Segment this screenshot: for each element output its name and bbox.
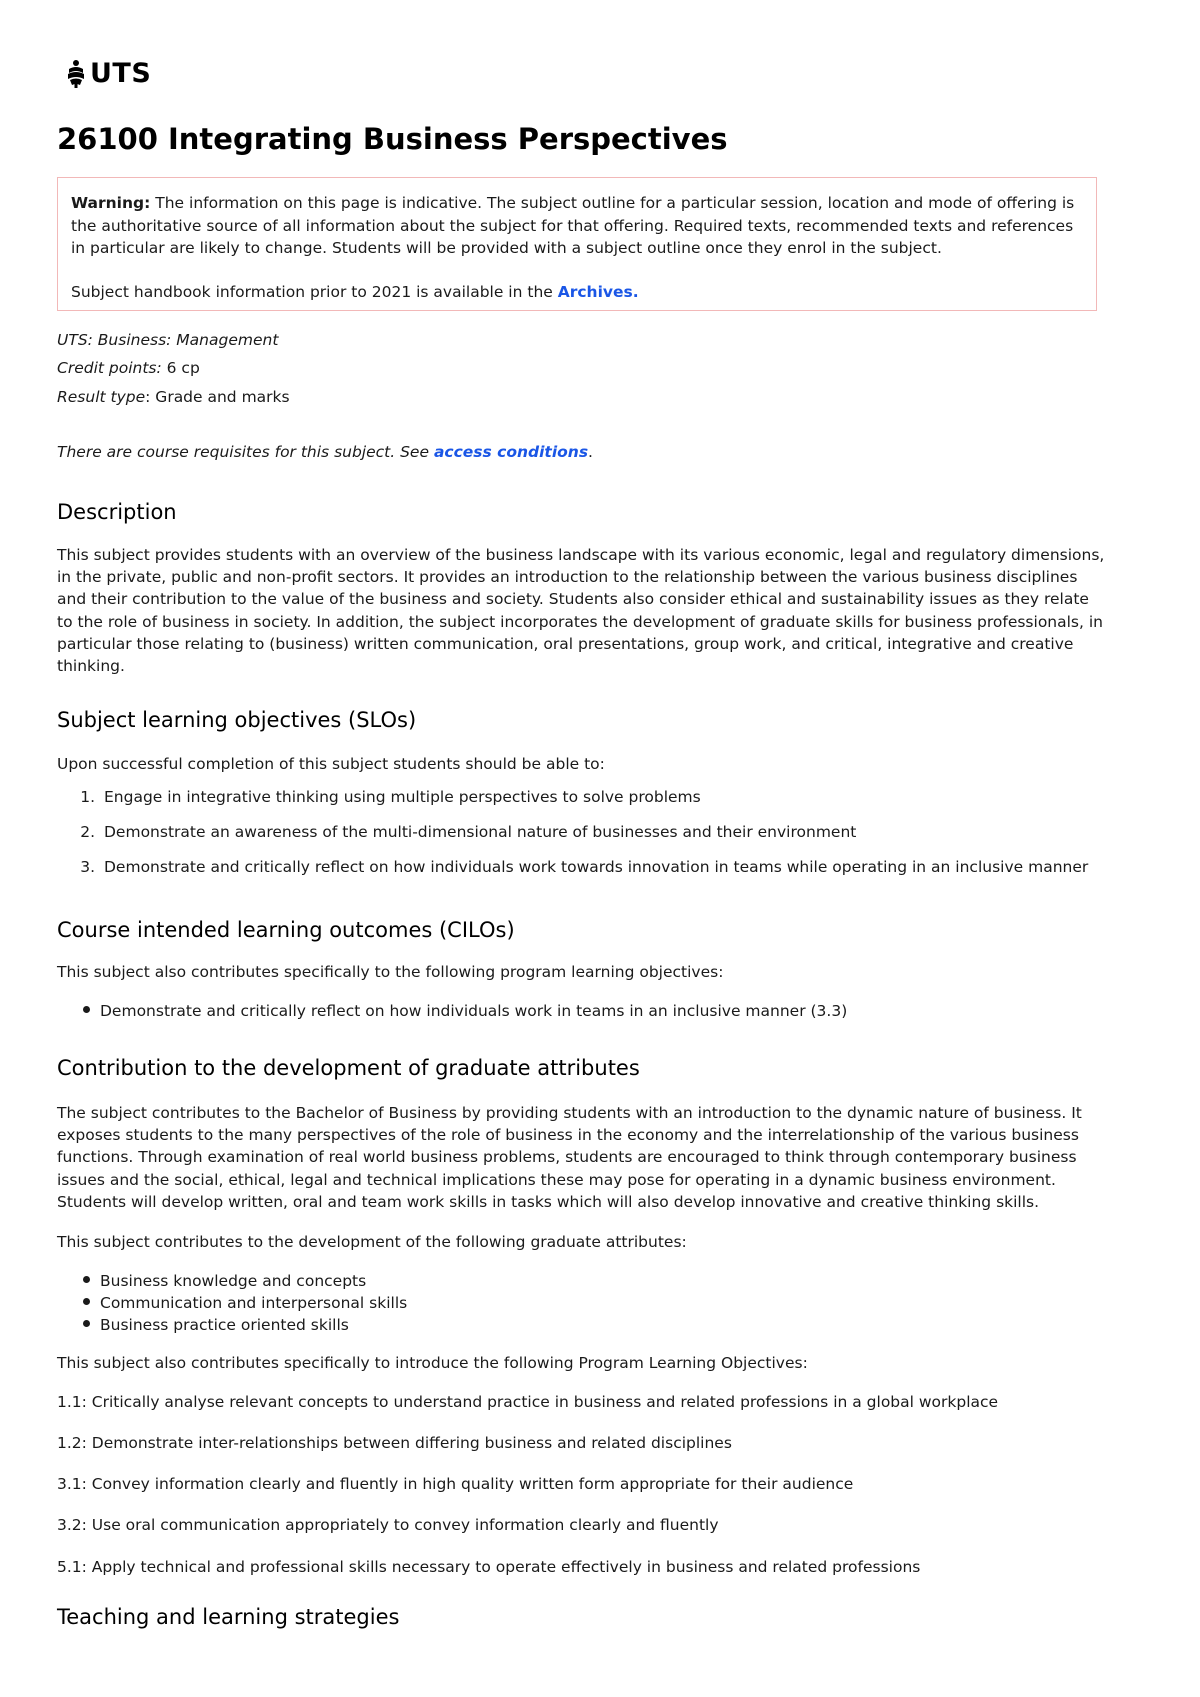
slo-text: Engage in integrative thinking using multiple perspectives to solve problems [104, 788, 701, 806]
warning-paragraph [71, 192, 1083, 260]
slos-intro: Upon successful completion of this subject students should be able to: [57, 755, 605, 773]
cilos-heading: Course intended learning outcomes (CILOs) [57, 918, 515, 942]
slo-number: 3. [80, 858, 95, 876]
warning-box [57, 177, 1097, 311]
attribute-text: Business knowledge and concepts [100, 1272, 367, 1290]
uts-logo[interactable] [66, 58, 151, 89]
plo-item: 5.1: Apply technical and professional skills necessary to operate effectively in business and related professions [57, 1558, 921, 1576]
result-value: : Grade and marks [145, 388, 290, 406]
warning-text: The information on this page is indicative. The subject outline for a particular session, location and mode of offering is the authoritative source of all information about the subject for that offering. Required texts, recommended texts and references in particular are likely to change. Students will be provided with a subject outline once they enrol in the subject. [71, 194, 1075, 257]
teaching-heading: Teaching and learning strategies [57, 1605, 400, 1629]
plo-intro: This subject also contributes specifically to introduce the following Program Learning Objectives: [57, 1354, 808, 1372]
cilo-text: Demonstrate and critically reflect on how individuals work in teams in an inclusive manner (3.3) [100, 1002, 848, 1020]
requisites-prefix: There are course requisites for this subject. See [57, 443, 434, 461]
warning-label: Warning: [71, 194, 151, 212]
attribute-text: Business practice oriented skills [100, 1316, 349, 1334]
slo-text: Demonstrate an awareness of the multi-dimensional nature of businesses and their environment [104, 823, 857, 841]
graduate-text: The subject contributes to the Bachelor of Business by providing students with an introduction to the dynamic nature of business. It exposes students to the many perspectives of the role of business in the economy and the interrelationship of the various business functions. Through examination of real world business problems, students are encouraged to think through contemporary business issues and the social, ethical, legal and technical implications these may pose for operating in a dynamic business environment. Students will develop written, oral and team work skills in tasks which will also develop innovative and creative thinking skills. [57, 1104, 1082, 1211]
slo-number: 1. [80, 788, 95, 806]
description-text: This subject provides students with an overview of the business landscape with its various economic, legal and regulatory dimensions, in the private, public and non-profit sectors. It provides an introduction to the relationship between the various business disciplines and their contribution to the value of the business and society. Students also consider ethical and sustainability issues as they relate to the role of business in society. In addition, the subject incorporates the development of graduate skills for business professionals, in particular those relating to (business) written communication, oral presentations, group work, and critical, integrative and creative thinking. [57, 546, 1105, 676]
result-type-line [57, 388, 290, 406]
attribute-item [83, 1272, 366, 1290]
attribute-item [83, 1294, 407, 1312]
faculty-text: UTS: Business: Management [57, 331, 279, 349]
slo-text: Demonstrate and critically reflect on how individuals work towards innovation in teams while operating in an inclusive manner [104, 858, 1089, 876]
uts-crest-icon [66, 59, 86, 89]
bullet-icon [83, 1276, 90, 1283]
bullet-icon [83, 1006, 90, 1013]
requisites-suffix: . [588, 443, 593, 461]
archive-paragraph [71, 281, 1083, 304]
bullet-icon [83, 1320, 90, 1327]
plo-item: 1.2: Demonstrate inter-relationships between differing business and related disciplines [57, 1434, 732, 1452]
plo-item: 3.2: Use oral communication appropriately to convey information clearly and fluently [57, 1516, 719, 1534]
credit-points-line [57, 359, 200, 377]
logo-text: UTS [90, 58, 152, 89]
attribute-item [83, 1316, 349, 1334]
attributes-intro: This subject contributes to the development of the following graduate attributes: [57, 1233, 687, 1251]
cilos-intro: This subject also contributes specifically to the following program learning objectives: [57, 963, 724, 981]
description-heading: Description [57, 500, 177, 524]
slo-item [57, 858, 1088, 876]
slo-item [57, 788, 701, 806]
result-label: Result type [57, 388, 146, 406]
slo-number: 2. [80, 823, 95, 841]
slo-item [57, 823, 856, 841]
archives-link[interactable]: Archives [557, 282, 633, 301]
credit-label: Credit points: [57, 359, 162, 377]
cilo-item [83, 1002, 847, 1020]
slos-heading: Subject learning objectives (SLOs) [57, 708, 417, 732]
bullet-icon [83, 1298, 90, 1305]
archive-suffix: . [632, 282, 639, 301]
graduate-heading: Contribution to the development of graduate attributes [57, 1056, 640, 1080]
requisites-line [57, 443, 593, 461]
access-conditions-link[interactable]: access conditions [433, 443, 589, 461]
credit-value: 6 cp [161, 359, 200, 377]
archive-prefix: Subject handbook information prior to 2021 is available in the [71, 282, 558, 301]
plo-item: 3.1: Convey information clearly and fluently in high quality written form appropriate for their audience [57, 1475, 854, 1493]
faculty-line [57, 331, 278, 349]
attribute-text: Communication and interpersonal skills [100, 1294, 408, 1312]
plo-item: 1.1: Critically analyse relevant concepts to understand practice in business and related professions in a global workplace [57, 1393, 999, 1411]
page-title: 26100 Integrating Business Perspectives [57, 122, 728, 156]
